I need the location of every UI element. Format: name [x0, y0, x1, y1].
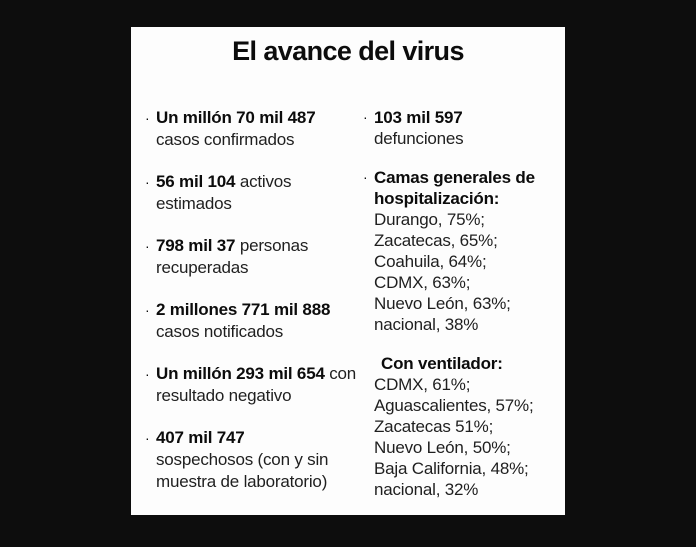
stat-label: sospechosos (con y sin muestra de laboratorio) [156, 450, 329, 491]
stat-value: 798 mil 37 [156, 236, 236, 255]
stat-text [156, 107, 359, 151]
stat-label: casos notificados [156, 322, 284, 341]
section-entry: Baja California, 48%; [374, 459, 529, 478]
section-entry: Coahuila, 64%; [374, 252, 487, 271]
stat-label: defunciones [374, 129, 464, 148]
stat-value: 407 mil 747 [156, 428, 245, 447]
stat-value: 56 mil 104 [156, 172, 236, 191]
stat-value: 2 millones 771 mil 888 [156, 300, 331, 319]
right-column [363, 107, 561, 500]
section-entry: Durango, 75%; [374, 210, 485, 229]
section-entry: nacional, 32% [374, 480, 479, 499]
bullet-icon: · [145, 302, 150, 318]
stat-text [374, 107, 561, 149]
section-entry: Zacatecas, 65%; [374, 231, 498, 250]
infographic-card [131, 27, 565, 515]
stat-value: Un millón 70 mil 487 [156, 108, 316, 127]
stat-text [156, 299, 359, 343]
stat-item-active [145, 171, 359, 215]
stat-item-suspected [145, 427, 359, 493]
bullet-icon: · [145, 238, 150, 254]
stat-text [156, 363, 359, 407]
section-header: Con ventilador: [381, 354, 503, 373]
stat-text [156, 171, 359, 215]
section-entry: Nuevo León, 50%; [374, 438, 511, 457]
bullet-icon: · [145, 430, 150, 446]
stat-item-confirmed [145, 107, 359, 151]
stat-text [156, 235, 359, 279]
stat-value: 103 mil 597 [374, 108, 463, 127]
stat-value: Un millón 293 mil 654 [156, 364, 325, 383]
bullet-icon: · [363, 109, 368, 125]
stat-item-notified [145, 299, 359, 343]
stat-item-recovered [145, 235, 359, 279]
section-header: Camas generales de hospitalización: [374, 168, 535, 208]
bullet-icon: · [363, 169, 368, 185]
bullet-icon: · [145, 174, 150, 190]
stat-label: personas recuperadas [156, 236, 309, 277]
section-entry: CDMX, 63%; [374, 273, 471, 292]
stat-label: casos confirmados [156, 130, 295, 149]
section-ventilator [363, 353, 561, 500]
stat-label: activos estimados [156, 172, 292, 213]
section-entry: CDMX, 61%; [374, 375, 471, 394]
infographic-title: El avance del virus [232, 36, 464, 66]
bullet-icon: · [145, 110, 150, 126]
section-entry: nacional, 38% [374, 315, 479, 334]
stat-text [156, 427, 359, 493]
section-entry: Nuevo León, 63%; [374, 294, 511, 313]
section-content [374, 167, 561, 335]
section-entry: Zacatecas 51%; [374, 417, 494, 436]
section-hospital-beds [363, 167, 561, 335]
section-entry: Aguascalientes, 57%; [374, 396, 534, 415]
bullet-icon: · [145, 366, 150, 382]
stat-label: con resultado negativo [156, 364, 357, 405]
stat-item-negative [145, 363, 359, 407]
stat-item-deaths [363, 107, 561, 149]
left-column [145, 107, 359, 493]
section-content [374, 353, 561, 500]
